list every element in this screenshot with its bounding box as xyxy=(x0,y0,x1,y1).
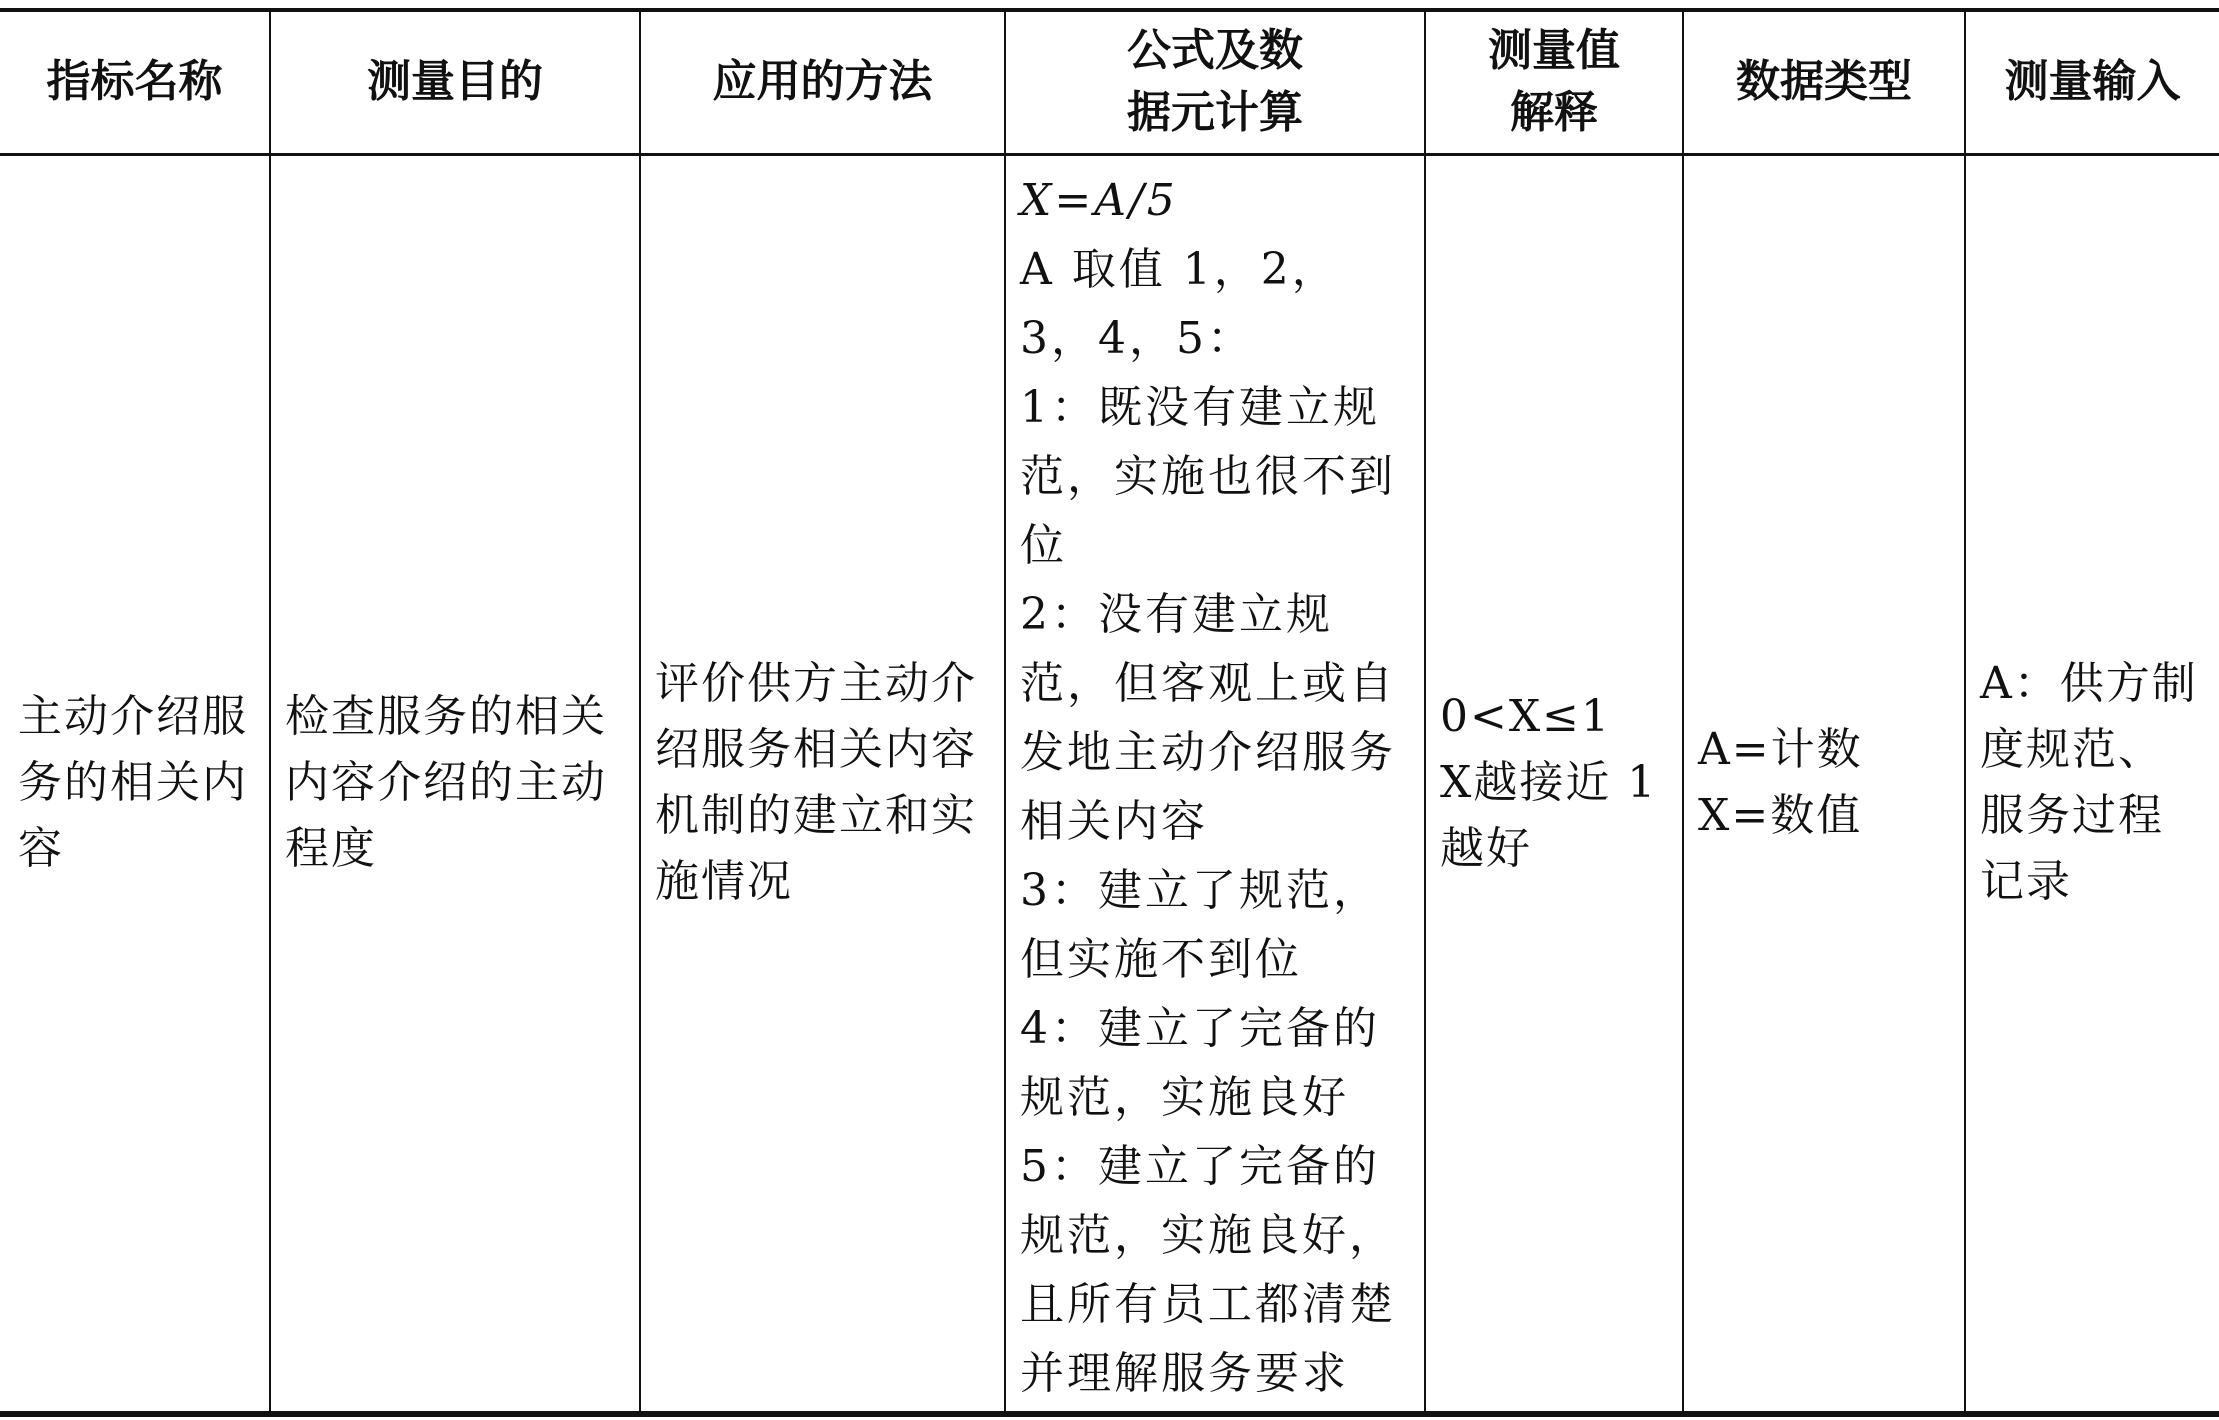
header-data-type: 数据类型 xyxy=(1683,10,1965,154)
interpretation-line: X越接近 1 越好 xyxy=(1440,757,1658,875)
formula-line: A 取值 1，2，3，4，5： xyxy=(1020,243,1339,364)
header-purpose: 测量目的 xyxy=(270,10,640,154)
interpretation-line: 0<X≤1 xyxy=(1440,691,1612,743)
cell-formula xyxy=(1005,154,1425,1414)
cell-indicator-name: 主动介绍服务的相关内容 xyxy=(0,154,270,1414)
table-row xyxy=(0,154,2219,1414)
formula-line: 3：建立了规范，但实施不到位 xyxy=(1020,864,1380,985)
formula-line: X=A/5 xyxy=(1020,174,1178,226)
header-method: 应用的方法 xyxy=(640,10,1005,154)
cell-data-type xyxy=(1683,154,1965,1414)
metric-table xyxy=(0,8,2219,1417)
cell-input: A：供方制度规范、服务过程记录 xyxy=(1965,154,2219,1414)
header-formula: 公式及数 据元计算 xyxy=(1005,10,1425,154)
header-indicator-name: 指标名称 xyxy=(0,10,270,154)
header-interpretation: 测量值 解释 xyxy=(1425,10,1683,154)
formula-line: 5：建立了完备的规范，实施良好，且所有员工都清楚并理解服务要求 xyxy=(1020,1140,1396,1399)
data-type-line: X=数值 xyxy=(1698,790,1863,842)
header-input: 测量输入 xyxy=(1965,10,2219,154)
cell-purpose: 检查服务的相关内容介绍的主动程度 xyxy=(270,154,640,1414)
header-row xyxy=(0,10,2219,154)
formula-line: 2：没有建立规范，但客观上或自发地主动介绍服务相关内容 xyxy=(1020,588,1396,847)
cell-method: 评价供方主动介绍服务相关内容机制的建立和实施情况 xyxy=(640,154,1005,1414)
table-header xyxy=(0,10,2219,154)
cell-interpretation xyxy=(1425,154,1683,1414)
formula-line: 4：建立了完备的规范，实施良好 xyxy=(1020,1002,1380,1123)
table-body xyxy=(0,154,2219,1414)
data-type-line: A=计数 xyxy=(1698,724,1863,776)
formula-line: 1：既没有建立规范，实施也很不到位 xyxy=(1020,381,1396,571)
